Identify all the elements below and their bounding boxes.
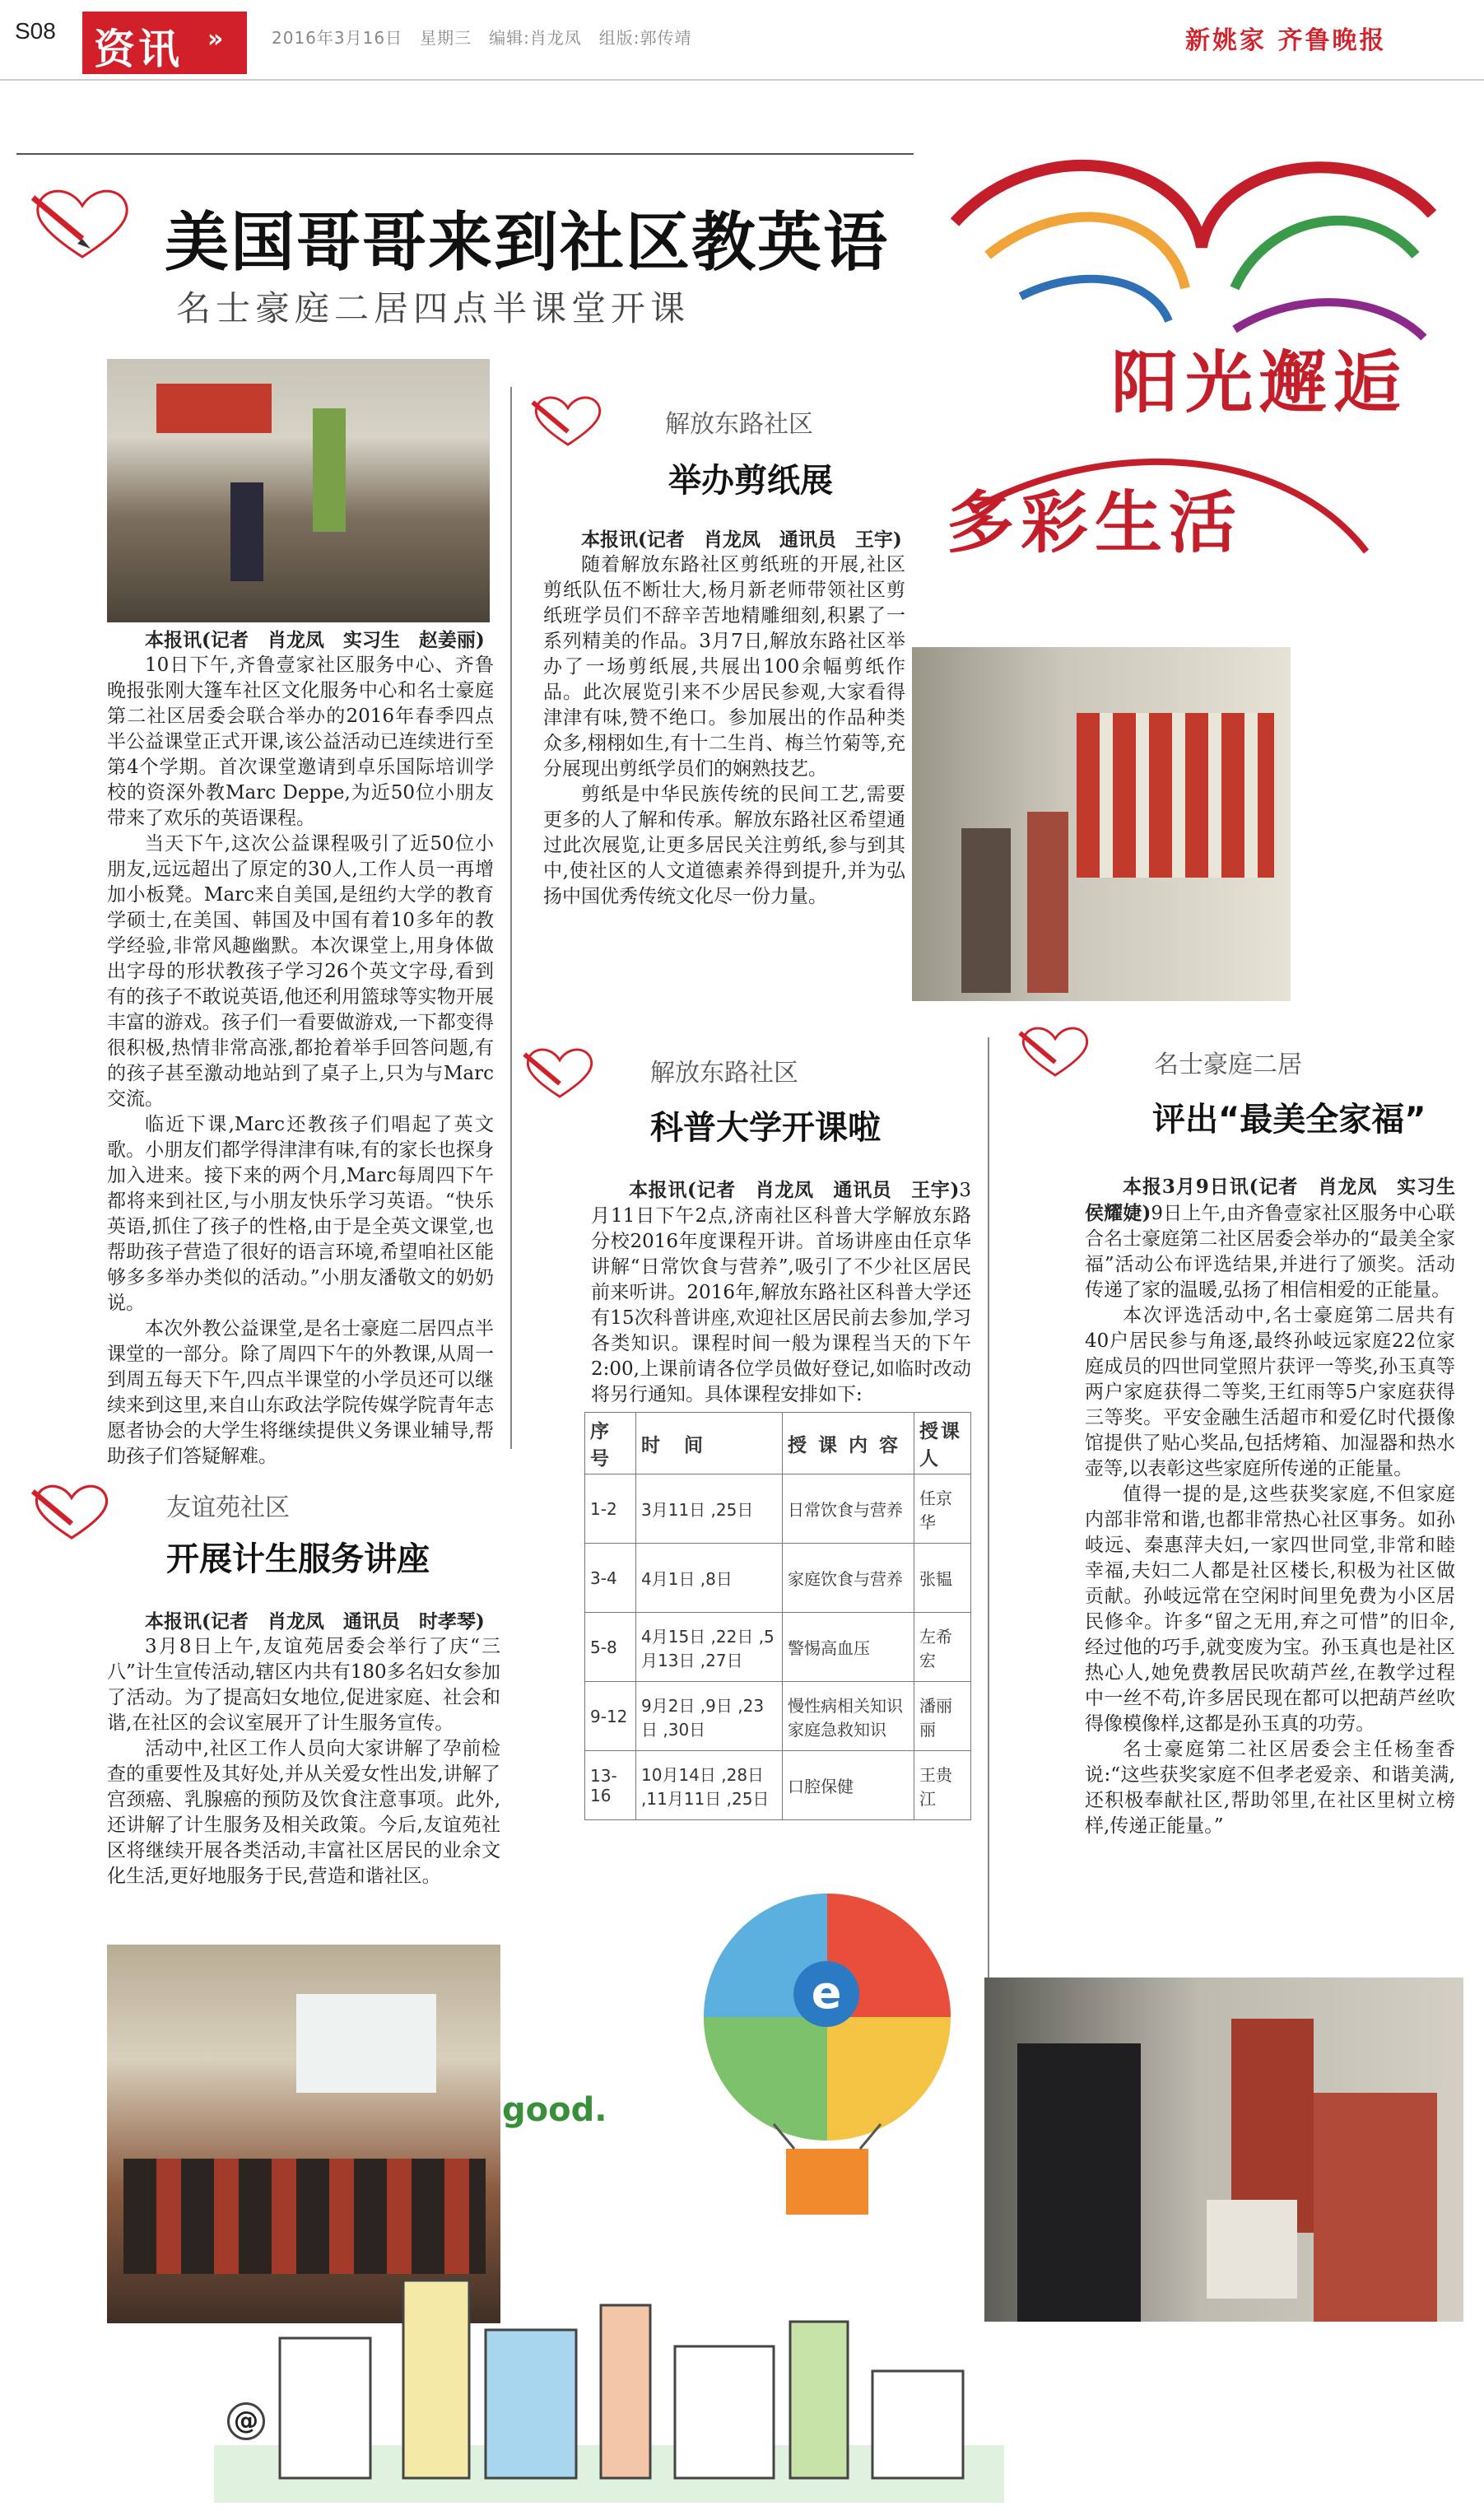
table-cell: 王贵江 bbox=[914, 1751, 971, 1820]
article2-body bbox=[543, 527, 905, 955]
table-cell: 9-12 bbox=[585, 1682, 636, 1751]
table-header-row bbox=[585, 1413, 971, 1474]
table-cell: 9月2日 ,9日 ,23日 ,30日 bbox=[636, 1682, 783, 1751]
table-cell: 慢性病相关知识 家庭急救知识 bbox=[783, 1682, 914, 1751]
table-row bbox=[585, 1474, 971, 1544]
article2-paragraph: 随着解放东路社区剪纸班的开展,社区剪纸队伍不断壮大,杨月新老师带领社区剪纸班学员们不辞辛苦地精雕细刻,积累了一系列精美的作品。3月7日,解放东路社区举办了一场剪纸展,共展出100余幅剪纸作品。此次展览引来不少居民参观,大家看得津津有味,赞不绝口。参加展出的作品种类众多,栩栩如生,有十二生肖、梅兰竹菊等,充分展现出剪纸学员们的娴熟技艺。 bbox=[543, 554, 905, 780]
section-arrow-icon: » bbox=[207, 25, 224, 54]
table-cell: 4月15日 ,22日 ,5月13日 ,27日 bbox=[636, 1613, 783, 1682]
header-divider bbox=[0, 79, 1484, 81]
article1-paragraph: 临近下课,Marc还教孩子们唱起了英文歌。小朋友们都学得津津有味,有的家长也探身加入进来。接下来的两个月,Marc每周四下午都将来到社区,与小朋友快乐学习英语。“快乐英语,抓住了孩子的性格,由于是全英文课堂,也帮助孩子营造了很好的语言环境,希望咱社区能够多多举办类似的活动。”小朋友潘敬文的奶奶说。 bbox=[107, 1114, 494, 1314]
table-cell: 1-2 bbox=[585, 1474, 636, 1544]
article3-title: 科普大学开课啦 bbox=[650, 1109, 881, 1147]
table-row bbox=[585, 1751, 971, 1820]
heart-pencil-icon bbox=[527, 387, 609, 453]
article4-label: 友谊苑社区 bbox=[166, 1493, 290, 1522]
english-class-photo bbox=[107, 359, 490, 622]
table-cell: 日常饮食与营养 bbox=[783, 1474, 914, 1544]
table-header: 授课人 bbox=[914, 1413, 971, 1474]
table-cell: 4月1日 ,8日 bbox=[636, 1544, 783, 1613]
table-cell: 5-8 bbox=[585, 1613, 636, 1682]
title-rule bbox=[16, 153, 914, 155]
hot-air-balloon-illustration bbox=[675, 1885, 979, 2239]
article1-paragraph: 当天下午,这次公益课程吸引了近50位小朋友,远远超出了原定的30人,工作人员一再增加小板凳。Marc来自美国,是纽约大学的教育学硕士,在美国、韩国及中国有着10多年的教学经验,非常风趣幽默。本次课堂上,用身体做出字母的形状教孩子学习26个英文字母,看到有的孩子不敢说英语,他还利用篮球等实物开展丰富的游戏。孩子们一看要做游戏,一下都变得很积极,热情非常高涨,都抢着举手回答问题,有的孩子甚至激动地站到了桌子上,只为与Marc交流。 bbox=[107, 833, 494, 1110]
table-row bbox=[585, 1682, 971, 1751]
table-header: 序号 bbox=[585, 1413, 636, 1474]
article5-paragraph: 9日上午,由齐鲁壹家社区服务中心联合名士豪庭第二社区居委会举办的“最美全家福”活动公布评选结果,并进行了颁奖。活动传递了家的温暖,弘扬了相信相爱的正能量。 bbox=[1085, 1203, 1455, 1301]
article5-label: 名士豪庭二居 bbox=[1154, 1051, 1302, 1079]
article4-body bbox=[107, 1609, 500, 1930]
papercut-exhibition-photo bbox=[912, 647, 1291, 1001]
article3-label: 解放东路社区 bbox=[650, 1059, 798, 1088]
balloon-e-icon: e bbox=[793, 1961, 859, 2027]
table-header: 时 间 bbox=[636, 1413, 783, 1474]
table-cell: 任京华 bbox=[914, 1474, 971, 1544]
table-cell: 口腔保健 bbox=[783, 1751, 914, 1820]
table-cell: 3-4 bbox=[585, 1544, 636, 1613]
article3-byline: 本报讯(记者 肖龙凤 通讯员 王宇) bbox=[629, 1179, 960, 1201]
deco-title-2: 多彩生活 bbox=[947, 484, 1244, 562]
table-cell: 左希宏 bbox=[914, 1613, 971, 1682]
subheadline: 名士豪庭二居四点半课堂开课 bbox=[176, 288, 691, 328]
article5-title: 评出“最美全家福” bbox=[1152, 1101, 1426, 1139]
article4-byline: 本报讯(记者 肖龙凤 通讯员 时孝琴) bbox=[145, 1610, 485, 1633]
article1-body bbox=[107, 627, 494, 1467]
city-skyline-illustration bbox=[214, 2231, 1004, 2503]
heart-pencil-icon bbox=[26, 1478, 117, 1544]
brand-name: 新姚家 齐鲁晚报 bbox=[1185, 26, 1387, 55]
table-row bbox=[585, 1613, 971, 1682]
table-cell: 3月11日 ,25日 bbox=[636, 1474, 783, 1544]
heart-pencil-icon bbox=[1014, 1018, 1096, 1083]
at-sign-icon: @ bbox=[227, 2402, 265, 2440]
table-header: 授 课 内 容 bbox=[783, 1413, 914, 1474]
column-divider bbox=[988, 1037, 989, 2083]
table-cell: 潘丽丽 bbox=[914, 1682, 971, 1751]
article5-body bbox=[1085, 1174, 1474, 2006]
heart-pencil-icon bbox=[25, 181, 140, 263]
article2-paragraph: 剪纸是中华民族传统的民间工艺,需要更多的人了解和传承。解放东路社区希望通过此次展览,让更多居民关注剪纸,参与到其中,使社区的人文道德素养得到提升,并为弘扬中国优秀传统文化尽一份力量。 bbox=[543, 784, 905, 907]
article2-label: 解放东路社区 bbox=[665, 410, 813, 439]
column-divider bbox=[510, 387, 512, 1449]
page-number: S08 bbox=[15, 18, 56, 44]
headline: 美国哥哥来到社区教英语 bbox=[165, 206, 890, 280]
table-row bbox=[585, 1544, 971, 1613]
table-cell: 13-16 bbox=[585, 1751, 636, 1820]
article4-paragraph: 3月8日上午,友谊苑居委会举行了庆“三八”计生宣传活动,辖区内共有180多名妇女参加了活动。为了提高妇女地位,促进家庭、社会和谐,在社区的会议室展开了计生服务宣传。 bbox=[107, 1636, 500, 1734]
course-schedule-table bbox=[584, 1412, 971, 1820]
table-cell: 家庭饮食与营养 bbox=[783, 1544, 914, 1613]
article1-byline: 本报讯(记者 肖龙凤 实习生 赵姜丽) bbox=[145, 629, 485, 651]
table-cell: 张韫 bbox=[914, 1544, 971, 1613]
article2-title: 举办剪纸展 bbox=[668, 462, 833, 500]
article5-byline: 本报3月9日讯(记者 肖龙凤 实习生 侯耀婕) bbox=[1085, 1176, 1474, 1224]
article5-paragraph: 值得一提的是,这些获奖家庭,不但家庭内部非常和谐,也都非常热心社区事务。如孙岐远、秦惠萍夫妇,一家四世同堂,非常和睦幸福,夫妇二人都是社区楼长,积极为社区做贡献。孙岐远常在空闲时间里免费为小区居民修伞。许多“留之无用,弃之可惜”的旧伞,经过他的巧手,就变废为宝。孙玉真也是社区热心人,她免费教居民吹葫芦丝,在教学过程中一丝不苟,许多居民现在都可以把葫芦丝吹得像模像样,这都是孙玉真的功劳。 bbox=[1085, 1484, 1455, 1735]
article4-title: 开展计生服务讲座 bbox=[166, 1540, 430, 1578]
good-text: good. bbox=[502, 2091, 607, 2129]
table-cell: 10月14日 ,28日 ,11月11日 ,25日 bbox=[636, 1751, 783, 1820]
issue-meta: 2016年3月16日 星期三 编辑:肖龙凤 组版:郭传靖 bbox=[272, 28, 692, 48]
article3-paragraph: 3月11日下午2点,济南社区科普大学解放东路分校2016年度课程开讲。首场讲座由任京华讲解“日常饮食与营养”,吸引了不少社区居民前来听讲。2016年,解放东路社区科普大学还有15次科普讲座,欢迎社区居民前去参加,学习各类知识。课程时间一般为课程当天的下午2:00,上课前请各位学员做好登记,如临时改动将另行通知。具体课程安排如下: bbox=[591, 1180, 971, 1405]
deco-title-1: 阳光邂逅 bbox=[1111, 344, 1408, 422]
article5-paragraph: 名士豪庭第二社区居委会主任杨奎香说:“这些获奖家庭不但孝老爱亲、和谐美满,还积极奉献社区,帮助邻里,在社区里树立榜样,传递正能量。” bbox=[1085, 1739, 1455, 1837]
article1-paragraph: 本次外教公益课堂,是名士豪庭二居四点半课堂的一部分。除了周四下午的外教课,从周一到周五每天下午,四点半课堂的小学员还可以继续来到这里,来自山东政法学院传媒学院青年志愿者协会的大学生将继续提供义务课业辅导,帮助孩子们答疑解难。 bbox=[107, 1318, 494, 1467]
award-ceremony-photo bbox=[984, 1978, 1463, 2322]
table-cell: 警惕高血压 bbox=[783, 1613, 914, 1682]
article2-byline: 本报讯(记者 肖龙凤 通讯员 王宇) bbox=[581, 529, 902, 551]
heart-pencil-icon bbox=[519, 1039, 601, 1105]
article3-body bbox=[591, 1177, 971, 1405]
section-tag: 资讯 bbox=[82, 12, 247, 74]
article4-paragraph: 活动中,社区工作人员向大家讲解了孕前检查的重要性及其好处,并从关爱女性出发,讲解了宫颈癌、乳腺癌的预防及饮食注意事项。此外,还讲解了计生服务及相关政策。今后,友谊苑社区将继续开展各类活动,丰富社区居民的业余文化生活,更好地服务于民,营造和谐社区。 bbox=[107, 1738, 500, 1887]
article1-paragraph: 10日下午,齐鲁壹家社区服务中心、齐鲁晚报张刚大篷车社区文化服务中心和名士豪庭第二社区居委会联合举办的2016年春季四点半公益课堂正式开课,该公益活动已连续进行至第4个学期。首次课堂邀请到卓乐国际培训学校的资深外教Marc Deppe,为近50位小朋友带来了欢乐的英语课程。 bbox=[107, 655, 494, 829]
article5-paragraph: 本次评选活动中,名士豪庭第二居共有40户居民参与角逐,最终孙岐远家庭22位家庭成员的四世同堂照片获评一等奖,孙玉真等两户家庭获得二等奖,王红雨等5户家庭获得三等奖。平安金融生活超市和爱亿时代摄像馆提供了贴心奖品,包括烤箱、加湿器和热水壶等,以表彰这些家庭所传递的正能量。 bbox=[1085, 1305, 1455, 1479]
